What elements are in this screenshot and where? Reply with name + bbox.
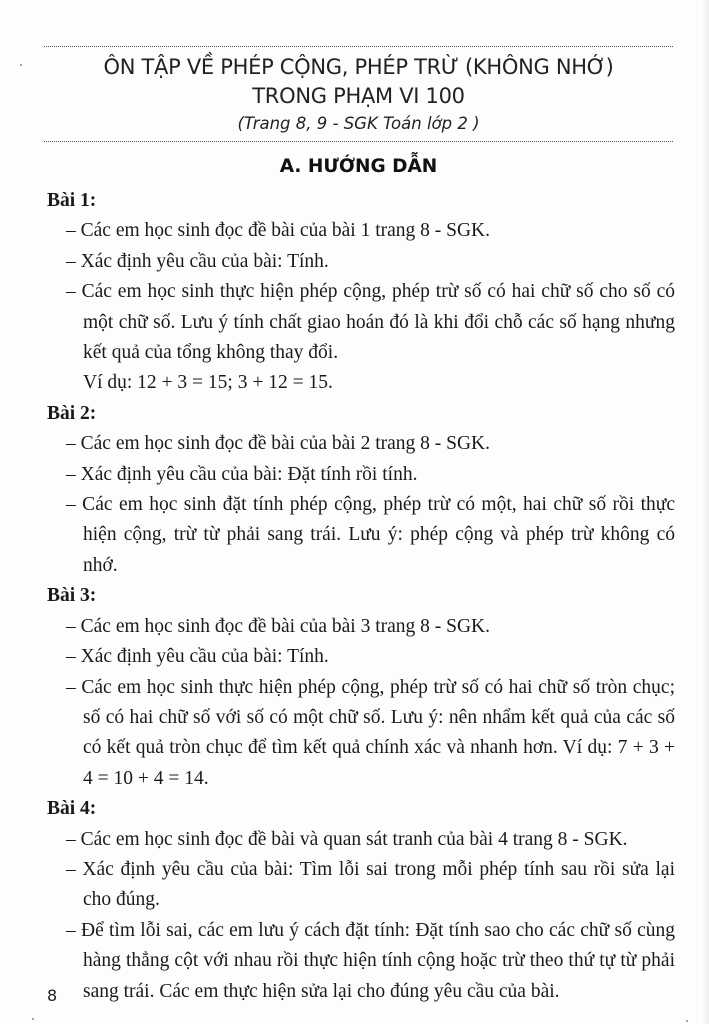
exercise-title: Bài 2:: [47, 402, 97, 424]
exercise-item: – Các em học sinh đọc đề bài của bài 3 trang 8 - SGK.: [66, 615, 491, 637]
exercise-title: Bài 4:: [47, 798, 97, 820]
page-edge-shadow: [701, 0, 709, 1024]
page-title-line2: TRONG PHẠM VI 100: [252, 84, 465, 108]
exercise-item: – Các em học sinh đọc đề bài và quan sát tranh của bài 4 trang 8 - SGK.: [66, 828, 628, 850]
exercise-item: – Các em học sinh thực hiện phép cộng, phép trừ số có hai chữ số tròn chục; số có hai chữ số với số có một chữ số. Lưu ý: nên nhẩm kết quả của các số có kết quả tròn chục để tìm kết quả chính xác và nhanh hơn. Ví dụ: 7 + 3 + 4 = 10 + 4 = 14.: [66, 676, 675, 789]
exercise-item: – Các em học sinh đặt tính phép cộng, phép trừ có một, hai chữ số rồi thực hiện cộng, trừ từ phải sang trái. Lưu ý: phép cộng và phép trừ không có nhớ.: [66, 494, 675, 576]
header-bottom-rule: [44, 141, 673, 142]
exercise-item: – Để tìm lỗi sai, các em lưu ý cách đặt tính: Đặt tính sao cho các chữ số cùng hàng thẳng cột với nhau rồi thực hiện tính cộng hoặc trừ theo thứ tự từ phải sang trái. Các em thực hiện sửa lại cho đúng yêu cầu của bài.: [66, 919, 675, 1002]
page-title-line1: ÔN TẬP VỀ PHÉP CỘNG, PHÉP TRỪ (KHÔNG NHỚ): [103, 55, 614, 79]
exercise-example: Ví dụ: 12 + 3 = 15; 3 + 12 = 15.: [83, 372, 333, 394]
page-subtitle: (Trang 8, 9 - SGK Toán lớp 2 ): [237, 114, 480, 133]
page-number: 8: [47, 986, 58, 1005]
exercise-item: – Xác định yêu cầu của bài: Tính.: [66, 646, 329, 668]
section-heading: A. HƯỚNG DẪN: [279, 156, 438, 177]
exercise-item: – Các em học sinh thực hiện phép cộng, phép trừ số có hai chữ số cho số có một chữ số. Lưu ý tính chất giao hoán đó là khi đổi chỗ các số hạng nhưng kết quả của tổng không thay đổi.: [66, 281, 675, 364]
header-top-rule: [44, 46, 673, 47]
exercise-1: [47, 186, 675, 399]
scan-speck: [20, 64, 22, 66]
exercise-title: Bài 3:: [47, 585, 97, 607]
exercise-item: – Xác định yêu cầu của bài: Tính.: [66, 250, 329, 272]
exercise-item: – Các em học sinh đọc đề bài của bài 1 trang 8 - SGK.: [66, 220, 491, 242]
exercise-3: [47, 581, 675, 794]
exercise-item: – Các em học sinh đọc đề bài của bài 2 trang 8 - SGK.: [66, 433, 491, 455]
exercise-item: – Xác định yêu cầu của bài: Đặt tính rồi tính.: [66, 463, 418, 485]
exercise-4: [47, 794, 675, 1007]
exercise-2: [47, 399, 675, 581]
exercise-title: Bài 1:: [47, 190, 97, 211]
scan-speck: [32, 1018, 34, 1020]
exercise-item: – Xác định yêu cầu của bài: Tìm lỗi sai trong mỗi phép tính sau rồi sửa lại cho đúng.: [66, 858, 675, 911]
scan-speck: [686, 1020, 688, 1022]
document-body: [47, 186, 675, 1007]
